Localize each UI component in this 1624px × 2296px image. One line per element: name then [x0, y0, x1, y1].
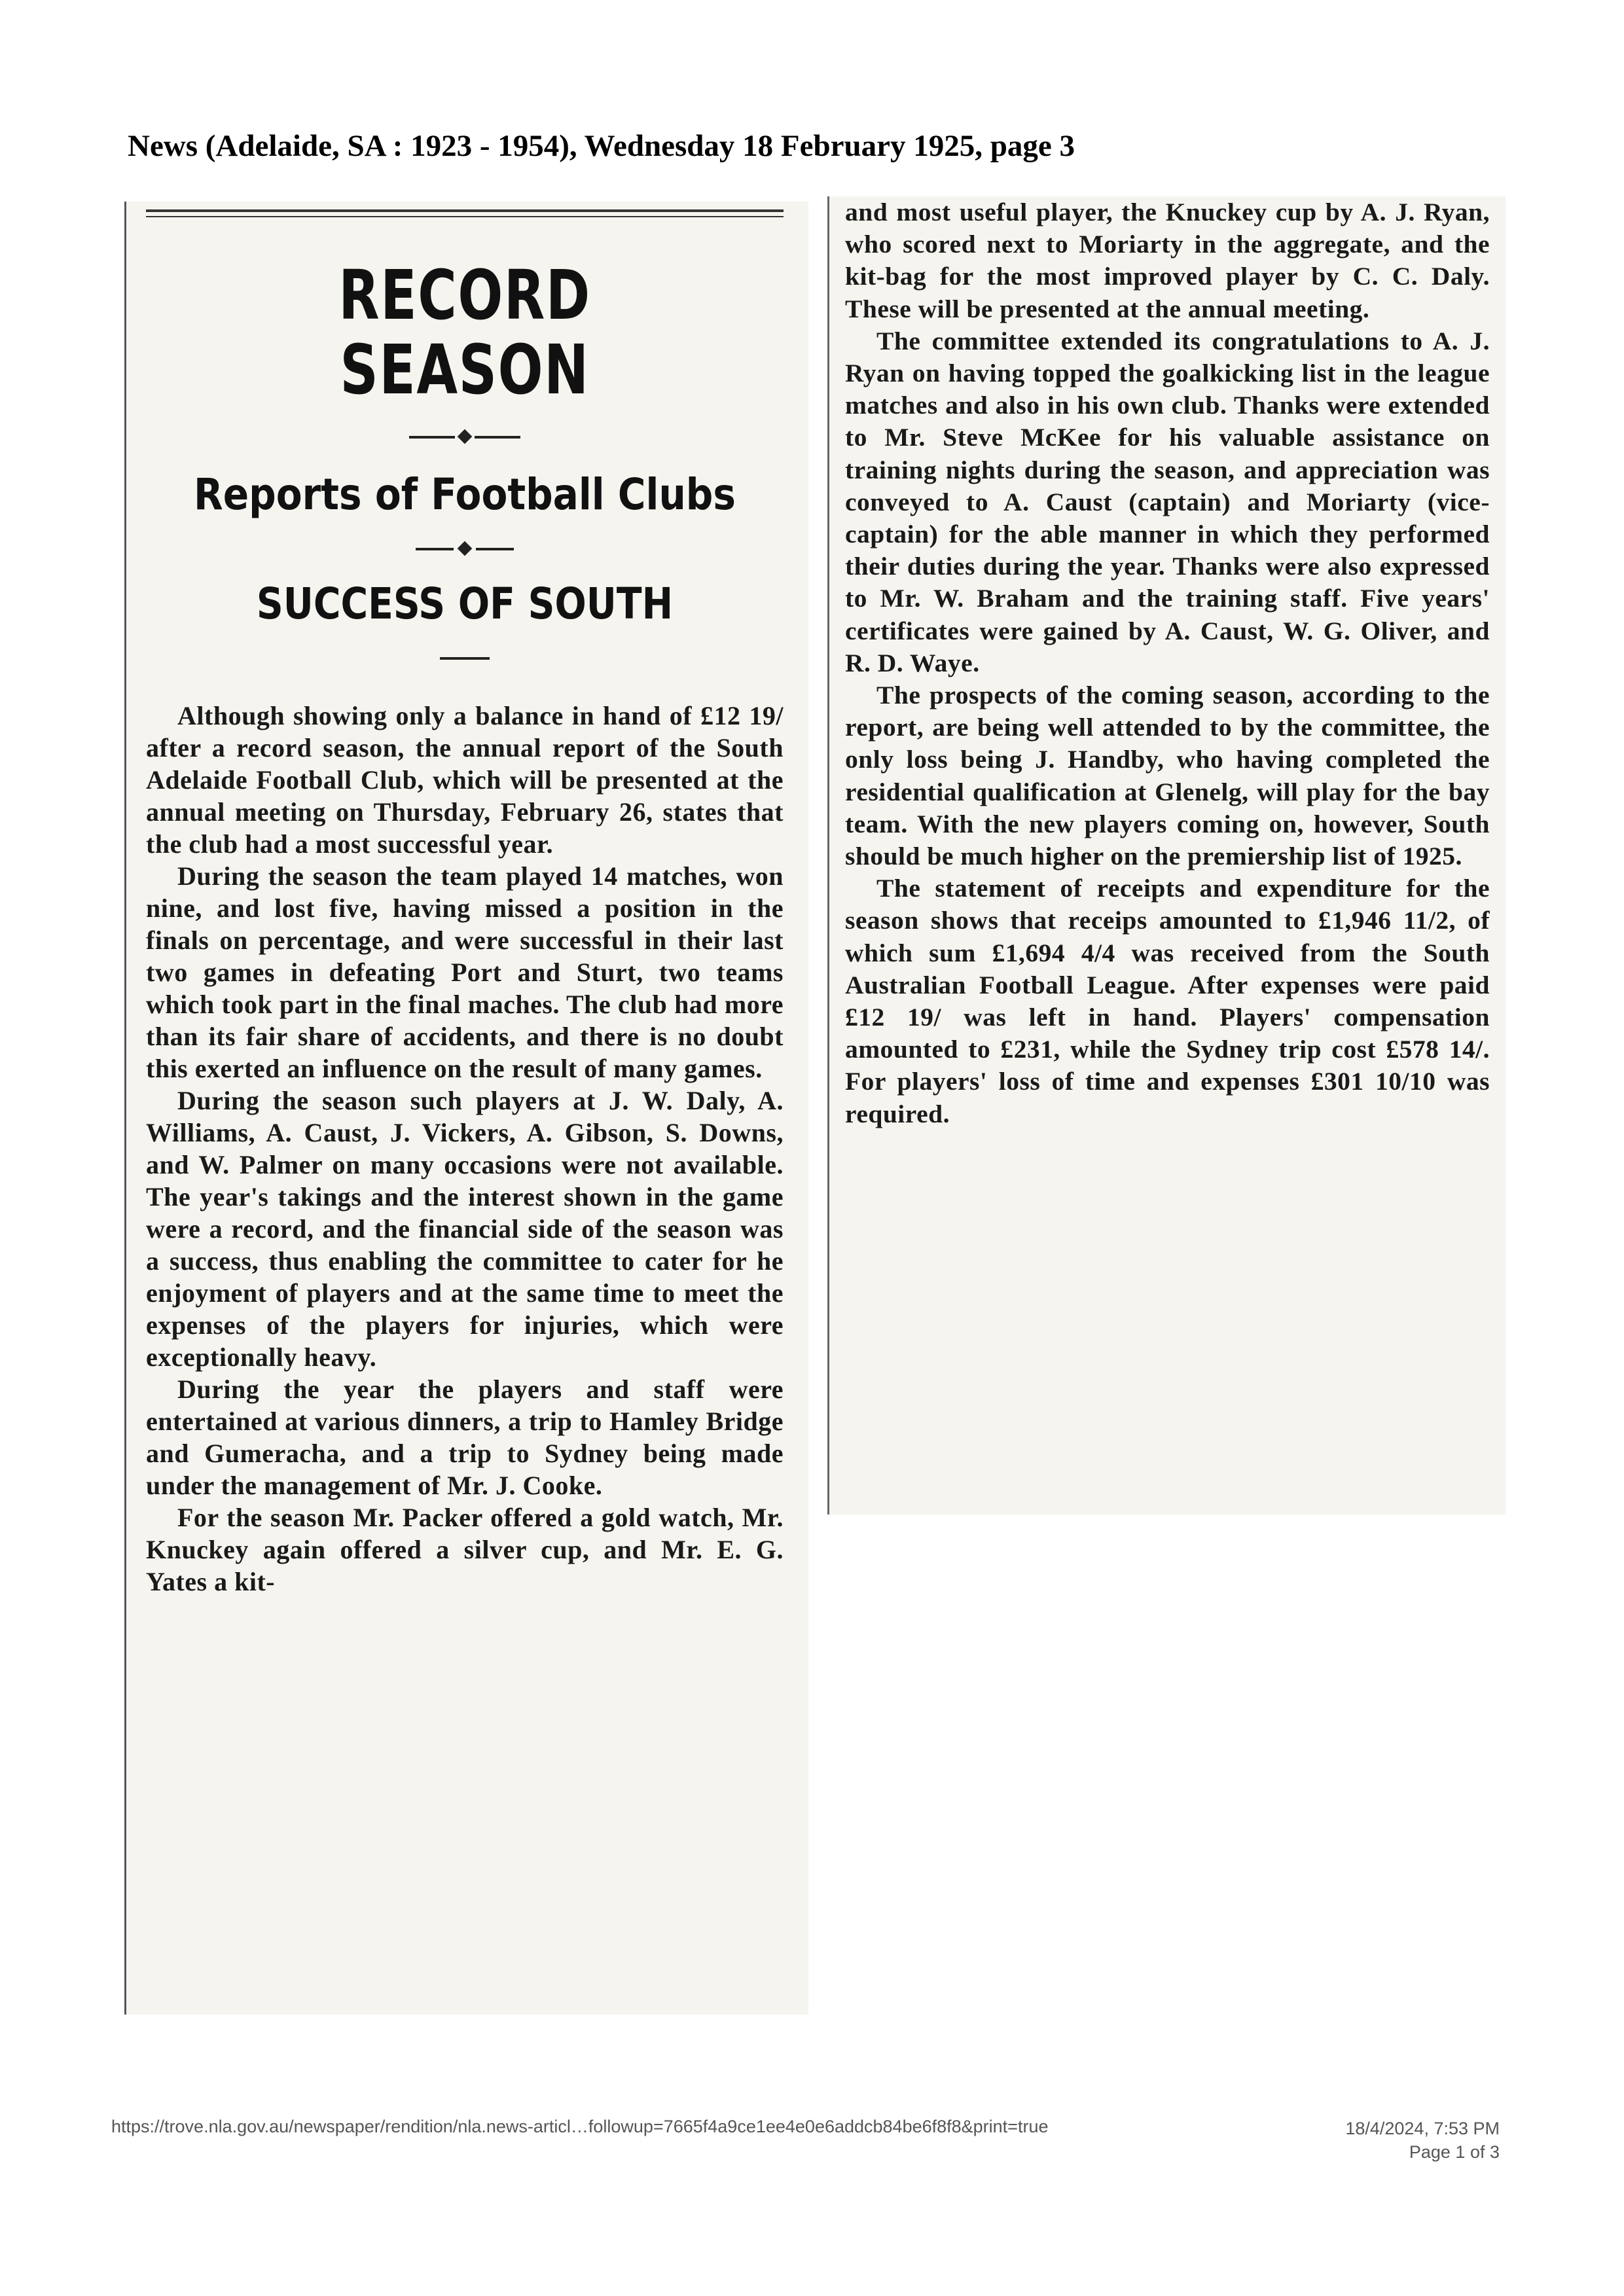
ornament-divider — [416, 539, 514, 559]
print-datetime: 18/4/2024, 7:53 PM — [1345, 2119, 1500, 2138]
article-paragraph: Although showing only a balance in hand of £12 19/ after a record season, the annual report of the South Adelaide Football Club, which will be presented at the annual meeting on Thursday, February 26, states that the club had a most successful year. — [146, 700, 784, 859]
ornament-divider — [409, 427, 520, 447]
subheadline-success: SUCCESS OF SOUTH — [256, 578, 674, 629]
subheadline: Reports of Football Clubs — [194, 469, 736, 520]
article-paragraph: and most useful player, the Knuckey cup by A. J. Ryan, who scored next to Moriarty in the aggregate, and the kit-bag for the most improved player by C. C. Daly. These will be presented at the annual meeting. — [845, 198, 1490, 323]
article-paragraph: For the season Mr. Packer offered a gold watch, Mr. Knuckey again offered a silver cup, and Mr. E. G. Yates a kit- — [146, 1502, 784, 1596]
article-column-left — [124, 202, 808, 2015]
article-paragraph: The statement of receipts and expenditure for the season shows that receips amounted to £1,946 11/2, of which sum £1,694 4/4 was received from the South Australian Football League. After expenses were paid £12 19/ was left in hand. Players' compensation amounted to £231, while the Sydney trip cost £578 14/. For players' loss of time and expenses £301 10/10 was required. — [845, 874, 1490, 1128]
top-rule — [146, 209, 784, 217]
short-rule — [440, 649, 490, 668]
article-paragraph: The prospects of the coming season, according to the report, are being well attended to by the committee, the only loss being J. Handby, who having completed the residential qualification at Glenelg, will play for the bay team. With the new players coming on, however, South should be much higher on the premiership list of 1925. — [845, 681, 1490, 871]
article-column-right — [827, 196, 1506, 1515]
print-info — [1345, 2117, 1500, 2164]
article-paragraph: During the season such players at J. W. Daly, A. Williams, A. Caust, J. Vickers, A. Gibson, S. Downs, and W. Palmer on many occasions were not available. The year's takings and the interest shown in the game were a record, and the financial side of the season was a success, thus enabling the committee to cater for he enjoyment of players and at the same time to meet the expenses of the players for injuries, which were exceptionally heavy. — [146, 1085, 784, 1372]
page-citation: News (Adelaide, SA : 1923 - 1954), Wednesday 18 February 1925, page 3 — [128, 129, 1075, 163]
article-paragraph: During the year the players and staff were entertained at various dinners, a trip to Hamley Bridge and Gumeracha, and a trip to Sydney being made under the management of Mr. J. Cooke. — [146, 1374, 784, 1500]
source-url[interactable]: https://trove.nla.gov.au/newspaper/rendition/nla.news-articl…followup=7665f4a9ce1ee4e0e6addcb84be6f8f8&print=true — [111, 2117, 1049, 2136]
article-body-left — [146, 700, 784, 1598]
article-paragraph: The committee extended its congratulations to A. J. Ryan on having topped the goalkicking list in the league matches and also in his own club. Thanks were extended to Mr. Steve McKee for his valuable assistance on training nights during the season, and appreciation was conveyed to A. Caust (captain) and Moriarty (vice-captain) for the able manner in which they performed their duties during the year. Thanks were also expressed to Mr. W. Braham and the training staff. Five years' certificates were gained by A. Caust, W. G. Oliver, and R. D. Waye. — [845, 326, 1490, 677]
headline: RECORD SEASON — [338, 255, 591, 410]
page-number: Page 1 of 3 — [1409, 2142, 1500, 2162]
article-paragraph: During the season the team played 14 matches, won nine, and lost five, having missed a position in the finals on percentage, and were successful in their last two games in defeating Port and Sturt, two teams which took part in the final maches. The club had more than its fair share of accidents, and there is no doubt this exerted an influence on the result of many games. — [146, 861, 784, 1083]
